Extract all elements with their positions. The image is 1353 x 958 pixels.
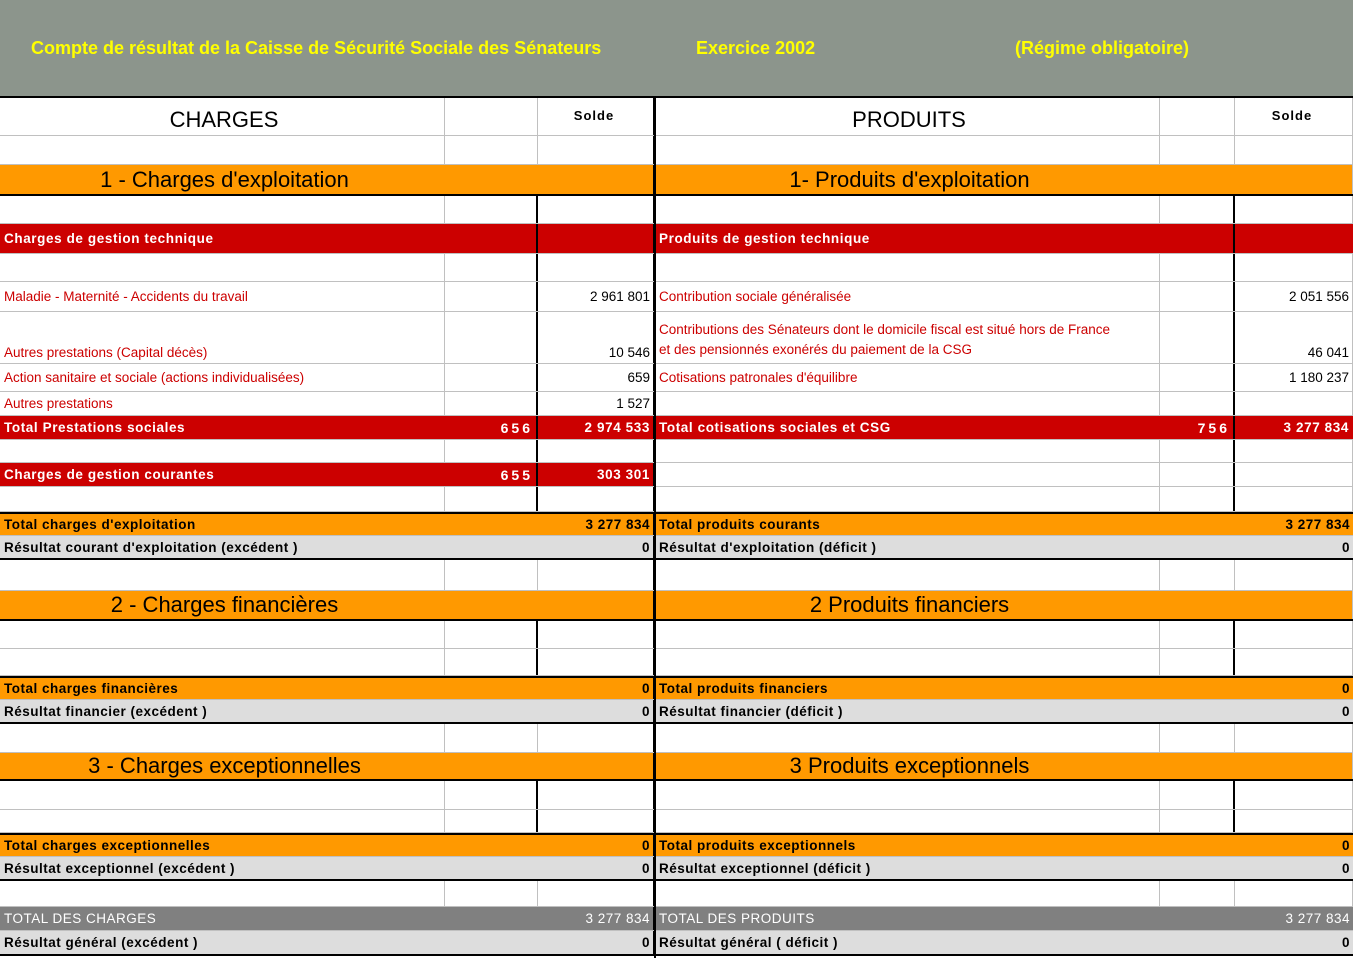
table-row <box>0 463 1353 487</box>
left-label-text: Maladie - Maternité - Accidents du travail <box>4 289 248 304</box>
section-header-row <box>0 165 1353 196</box>
left-amount-text: 3 277 834 <box>585 517 650 532</box>
left-account-code-cell[interactable] <box>445 282 538 311</box>
left-amount-cell[interactable] <box>538 907 655 930</box>
table-row <box>0 907 1353 931</box>
left-label-text: CHARGES <box>169 106 279 132</box>
right-amount-cell[interactable] <box>1235 487 1353 511</box>
right-label-text: Résultat d'exploitation (déficit ) <box>659 539 877 555</box>
right-amount-text: 2 051 556 <box>1288 289 1349 304</box>
right-account-code-cell[interactable] <box>1160 487 1235 511</box>
left-amount-cell[interactable] <box>538 312 655 363</box>
left-label-cell[interactable] <box>0 196 445 223</box>
left-account-code-cell[interactable] <box>445 810 538 832</box>
right-label-cell[interactable] <box>655 254 1160 281</box>
left-label-text: TOTAL DES CHARGES <box>4 911 157 926</box>
left-account-code-cell[interactable] <box>445 753 538 779</box>
left-amount-text: 0 <box>641 860 650 876</box>
left-amount-cell[interactable] <box>538 254 655 281</box>
right-account-code-cell[interactable] <box>1160 835 1235 856</box>
right-amount-cell[interactable] <box>1235 649 1353 675</box>
left-label-text: 3 - Charges exceptionnelles <box>88 753 361 778</box>
left-account-code-cell[interactable] <box>445 649 538 675</box>
left-account-code-cell[interactable] <box>445 621 538 648</box>
right-label-text: 2 Produits financiers <box>809 592 1010 617</box>
left-label-text: Action sanitaire et sociale (actions individualisées) <box>4 370 305 385</box>
right-account-code-cell[interactable] <box>1160 536 1235 558</box>
right-amount-cell[interactable] <box>1235 165 1353 194</box>
left-amount-text: 10 546 <box>608 345 650 360</box>
right-amount-cell[interactable] <box>1235 591 1353 619</box>
right-label-cell[interactable] <box>655 392 1160 415</box>
right-amount-cell[interactable] <box>1235 514 1353 535</box>
left-label-cell[interactable] <box>0 416 445 439</box>
left-amount-cell[interactable] <box>538 514 655 535</box>
right-label-cell[interactable] <box>655 857 1160 879</box>
right-amount-cell[interactable] <box>1235 753 1353 779</box>
right-amount-cell[interactable] <box>1235 282 1353 311</box>
table-row <box>0 282 1353 312</box>
result-row <box>0 931 1353 956</box>
left-amount-cell[interactable] <box>538 560 655 590</box>
left-label-text: Résultat exceptionnel (excédent ) <box>4 860 236 876</box>
left-label-cell[interactable] <box>0 649 445 675</box>
right-label-cell[interactable] <box>655 753 1160 779</box>
left-label-cell[interactable] <box>0 224 445 253</box>
right-amount-text: 0 <box>1341 681 1350 696</box>
left-amount-cell[interactable] <box>538 416 655 439</box>
right-account-code-cell[interactable] <box>1160 591 1235 619</box>
left-amount-cell[interactable] <box>538 700 655 722</box>
right-account-code-cell[interactable] <box>1160 931 1235 954</box>
left-label-text: Total Prestations sociales <box>4 420 186 435</box>
right-label-cell[interactable] <box>655 536 1160 558</box>
empty-row <box>0 621 1353 649</box>
title-banner <box>0 0 1353 98</box>
left-account-code-cell[interactable] <box>445 907 538 930</box>
right-label-cell[interactable] <box>655 440 1160 462</box>
left-label-text: Charges de gestion technique <box>4 231 214 246</box>
right-account-code-cell[interactable] <box>1160 881 1235 906</box>
right-amount-cell[interactable] <box>1235 810 1353 832</box>
left-account-code-cell[interactable] <box>445 487 538 511</box>
right-amount-cell[interactable] <box>1235 560 1353 590</box>
right-label-text: Résultat financier (déficit ) <box>659 703 844 719</box>
right-account-code-cell[interactable] <box>1160 857 1235 879</box>
center-divider <box>654 98 656 958</box>
table-row <box>0 364 1353 392</box>
left-label-cell[interactable] <box>0 463 445 486</box>
right-label-text: Résultat exceptionnel (déficit ) <box>659 860 871 876</box>
right-label-cell[interactable] <box>655 881 1160 906</box>
section-header-row <box>0 753 1353 781</box>
right-label-text: Total produits financiers <box>659 681 829 696</box>
right-account-code-cell[interactable] <box>1160 282 1235 311</box>
left-label-cell[interactable] <box>0 514 445 535</box>
left-account-code-cell[interactable] <box>445 835 538 856</box>
left-amount-cell[interactable] <box>538 136 655 164</box>
left-label-cell[interactable] <box>0 678 445 699</box>
left-amount-cell[interactable] <box>538 591 655 619</box>
left-amount-cell[interactable] <box>538 487 655 511</box>
right-account-code-cell[interactable] <box>1160 416 1235 439</box>
right-label-cell[interactable] <box>655 621 1160 648</box>
right-label-text: Produits de gestion technique <box>659 231 870 246</box>
left-amount-text: 0 <box>641 681 650 696</box>
table-row <box>0 224 1353 254</box>
right-amount-cell[interactable] <box>1235 254 1353 281</box>
empty-row <box>0 649 1353 676</box>
right-account-code-cell[interactable] <box>1160 781 1235 809</box>
right-account-code-cell[interactable] <box>1160 560 1235 590</box>
table-row <box>0 392 1353 416</box>
right-account-code-cell[interactable] <box>1160 463 1235 486</box>
left-account-code-cell[interactable] <box>445 165 538 194</box>
right-label-cell[interactable] <box>655 312 1160 363</box>
right-label-text: Contribution sociale généralisée <box>659 289 852 304</box>
right-amount-cell[interactable] <box>1235 196 1353 223</box>
left-amount-cell[interactable] <box>538 165 655 194</box>
right-label-cell[interactable] <box>655 416 1160 439</box>
right-amount-text: 3 277 834 <box>1285 911 1350 926</box>
left-amount-text: 0 <box>641 703 650 719</box>
left-amount-text: 2 974 533 <box>584 420 650 435</box>
right-label-cell[interactable] <box>655 678 1160 699</box>
right-label-cell[interactable] <box>655 907 1160 930</box>
empty-row <box>0 196 1353 224</box>
right-account-code-cell[interactable] <box>1160 649 1235 675</box>
right-account-code-cell[interactable] <box>1160 364 1235 391</box>
right-account-code-cell[interactable] <box>1160 514 1235 535</box>
right-label-text: 1- Produits d'exploitation <box>789 166 1030 192</box>
right-account-code-cell[interactable] <box>1160 907 1235 930</box>
right-label-cell[interactable] <box>655 98 1160 135</box>
left-account-code-cell[interactable] <box>445 312 538 363</box>
right-amount-cell[interactable] <box>1235 678 1353 699</box>
right-label-cell[interactable] <box>655 487 1160 511</box>
right-label-cell[interactable] <box>655 810 1160 832</box>
result-row <box>0 857 1353 881</box>
table-row <box>0 98 1353 136</box>
right-account-code-cell[interactable] <box>1160 678 1235 699</box>
left-label-cell[interactable] <box>0 165 445 194</box>
left-label-text: 2 - Charges financières <box>110 592 339 617</box>
right-label-text: TOTAL DES PRODUITS <box>659 911 815 926</box>
table-row <box>0 312 1353 364</box>
right-amount-cell[interactable] <box>1235 907 1353 930</box>
right-account-code-cell[interactable] <box>1160 196 1235 223</box>
right-amount-cell[interactable] <box>1235 416 1353 439</box>
left-amount-cell[interactable] <box>538 98 655 135</box>
right-account-code-cell[interactable] <box>1160 700 1235 722</box>
left-label-cell[interactable] <box>0 440 445 462</box>
left-label-cell[interactable] <box>0 931 445 954</box>
left-account-code-cell[interactable] <box>445 881 538 906</box>
left-amount-cell[interactable] <box>538 753 655 779</box>
right-account-code-cell[interactable] <box>1160 254 1235 281</box>
left-amount-cell[interactable] <box>538 931 655 954</box>
left-label-text: Autres prestations (Capital décès) <box>4 345 208 360</box>
left-label-text: Total charges d'exploitation <box>4 517 196 532</box>
total-row <box>0 833 1353 857</box>
right-amount-text: 0 <box>1341 539 1350 555</box>
left-amount-text: 659 <box>627 370 650 385</box>
left-label-cell[interactable] <box>0 700 445 722</box>
right-amount-cell[interactable] <box>1235 364 1353 391</box>
left-label-cell[interactable] <box>0 136 445 164</box>
right-label-cell[interactable] <box>655 514 1160 535</box>
left-account-code-cell[interactable] <box>445 364 538 391</box>
left-label-text: Total charges financières <box>4 681 179 696</box>
left-label-cell[interactable] <box>0 591 445 619</box>
left-label-text: Résultat financier (excédent ) <box>4 703 208 719</box>
empty-row <box>0 136 1353 165</box>
right-amount-cell[interactable] <box>1235 881 1353 906</box>
right-amount-cell[interactable] <box>1235 463 1353 486</box>
empty-row <box>0 781 1353 810</box>
empty-row <box>0 881 1353 907</box>
left-account-code-text: 655 <box>500 466 533 483</box>
right-amount-cell[interactable] <box>1235 136 1353 164</box>
right-label-text: Total cotisations sociales et CSG <box>659 420 891 435</box>
left-amount-cell[interactable] <box>538 621 655 648</box>
left-amount-cell[interactable] <box>538 364 655 391</box>
left-amount-text: 0 <box>641 838 650 853</box>
right-label-cell[interactable] <box>655 136 1160 164</box>
left-account-code-cell[interactable] <box>445 857 538 879</box>
left-amount-cell[interactable] <box>538 224 655 253</box>
left-account-code-cell[interactable] <box>445 678 538 699</box>
right-amount-text: 0 <box>1341 860 1350 876</box>
right-account-code-cell[interactable] <box>1160 621 1235 648</box>
right-label-text: Total produits courants <box>659 517 821 532</box>
left-account-code-text: 656 <box>500 419 533 436</box>
left-account-code-cell[interactable] <box>445 224 538 253</box>
empty-row <box>0 254 1353 282</box>
right-label-text: Résultat général ( déficit ) <box>659 935 839 950</box>
left-label-cell[interactable] <box>0 724 445 752</box>
right-amount-text: 0 <box>1341 935 1350 950</box>
sheet-title: Compte de résultat de la Caisse de Sécurité Sociale des Sénateurs <box>31 38 602 58</box>
empty-row <box>0 810 1353 833</box>
left-amount-text: 1 527 <box>616 396 650 411</box>
empty-row <box>0 560 1353 591</box>
right-amount-text: 0 <box>1341 838 1350 853</box>
left-amount-cell[interactable] <box>538 724 655 752</box>
left-account-code-cell[interactable] <box>445 98 538 135</box>
left-account-code-cell[interactable] <box>445 416 538 439</box>
left-label-cell[interactable] <box>0 254 445 281</box>
left-account-code-cell[interactable] <box>445 463 538 486</box>
left-label-text: 1 - Charges d'exploitation <box>100 166 349 192</box>
left-label-text: Charges de gestion courantes <box>4 467 215 482</box>
section-header-row <box>0 591 1353 621</box>
right-label-cell[interactable] <box>655 196 1160 223</box>
right-label-cell[interactable] <box>655 364 1160 391</box>
regime-label: (Régime obligatoire) <box>1015 38 1190 58</box>
right-amount-text: 0 <box>1341 703 1350 719</box>
left-label-cell[interactable] <box>0 364 445 391</box>
result-row <box>0 536 1353 560</box>
right-amount-cell[interactable] <box>1235 98 1353 135</box>
left-amount-cell[interactable] <box>538 781 655 809</box>
empty-row <box>0 487 1353 512</box>
right-label-cell[interactable] <box>655 560 1160 590</box>
left-label-cell[interactable] <box>0 487 445 511</box>
left-amount-cell[interactable] <box>538 392 655 415</box>
left-account-code-cell[interactable] <box>445 560 538 590</box>
right-label-cell[interactable] <box>655 724 1160 752</box>
left-account-code-cell[interactable] <box>445 392 538 415</box>
left-label-cell[interactable] <box>0 312 445 363</box>
left-label-cell[interactable] <box>0 98 445 135</box>
left-label-cell[interactable] <box>0 781 445 809</box>
right-account-code-cell[interactable] <box>1160 810 1235 832</box>
left-amount-cell[interactable] <box>538 463 655 486</box>
left-amount-text: 0 <box>641 539 650 555</box>
left-amount-cell[interactable] <box>538 810 655 832</box>
left-label-cell[interactable] <box>0 753 445 779</box>
left-account-code-cell[interactable] <box>445 700 538 722</box>
left-label-cell[interactable] <box>0 881 445 906</box>
left-label-cell[interactable] <box>0 282 445 311</box>
left-account-code-cell[interactable] <box>445 196 538 223</box>
right-label-cell[interactable] <box>655 224 1160 253</box>
left-label-text: Résultat courant d'exploitation (excédent ) <box>4 539 298 555</box>
right-amount-cell[interactable] <box>1235 440 1353 462</box>
left-amount-cell[interactable] <box>538 881 655 906</box>
left-account-code-cell[interactable] <box>445 591 538 619</box>
right-label-text: PRODUITS <box>852 106 966 132</box>
left-amount-cell[interactable] <box>538 835 655 856</box>
right-amount-text: 3 277 834 <box>1283 420 1349 435</box>
right-amount-cell[interactable] <box>1235 621 1353 648</box>
right-account-code-text: 756 <box>1197 419 1230 436</box>
right-label-text: Contributions des Sénateurs dont le domicile fiscal est situé hors de France et des pensionnés exonérés du paiement de la CSG <box>659 322 1110 357</box>
left-amount-cell[interactable] <box>538 857 655 879</box>
left-amount-cell[interactable] <box>538 282 655 311</box>
right-label-cell[interactable] <box>655 591 1160 619</box>
right-amount-text: 46 041 <box>1307 345 1349 360</box>
right-amount-cell[interactable] <box>1235 312 1353 363</box>
left-label-cell[interactable] <box>0 857 445 879</box>
right-label-text: Cotisations patronales d'équilibre <box>659 370 858 385</box>
right-label-cell[interactable] <box>655 165 1160 194</box>
left-account-code-cell[interactable] <box>445 724 538 752</box>
left-label-cell[interactable] <box>0 560 445 590</box>
left-amount-cell[interactable] <box>538 196 655 223</box>
left-amount-cell[interactable] <box>538 440 655 462</box>
right-label-cell[interactable] <box>655 649 1160 675</box>
total-row <box>0 512 1353 536</box>
left-label-cell[interactable] <box>0 907 445 930</box>
right-label-cell[interactable] <box>655 931 1160 954</box>
right-account-code-cell[interactable] <box>1160 224 1235 253</box>
right-amount-text: 1 180 237 <box>1288 370 1349 385</box>
left-amount-text: 2 961 801 <box>589 289 650 304</box>
right-account-code-cell[interactable] <box>1160 753 1235 779</box>
empty-row <box>0 724 1353 753</box>
result-row <box>0 700 1353 724</box>
left-amount-text: 3 277 834 <box>585 911 650 926</box>
left-label-cell[interactable] <box>0 536 445 558</box>
right-label-cell[interactable] <box>655 781 1160 809</box>
left-label-cell[interactable] <box>0 810 445 832</box>
left-account-code-cell[interactable] <box>445 536 538 558</box>
left-account-code-cell[interactable] <box>445 254 538 281</box>
right-amount-text: Solde <box>1271 108 1313 123</box>
left-amount-text: 0 <box>641 935 650 950</box>
right-label-text: 3 Produits exceptionnels <box>789 753 1030 778</box>
left-label-cell[interactable] <box>0 835 445 856</box>
left-account-code-cell[interactable] <box>445 136 538 164</box>
right-account-code-cell[interactable] <box>1160 136 1235 164</box>
left-amount-text: 303 301 <box>597 467 650 482</box>
right-account-code-cell[interactable] <box>1160 392 1235 415</box>
left-label-text: Total charges exceptionnelles <box>4 838 211 853</box>
fiscal-year: Exercice 2002 <box>696 38 816 58</box>
right-account-code-cell[interactable] <box>1160 440 1235 462</box>
right-account-code-cell[interactable] <box>1160 312 1235 363</box>
right-amount-cell[interactable] <box>1235 700 1353 722</box>
left-account-code-cell[interactable] <box>445 931 538 954</box>
left-account-code-cell[interactable] <box>445 781 538 809</box>
right-amount-cell[interactable] <box>1235 224 1353 253</box>
right-amount-cell[interactable] <box>1235 931 1353 954</box>
right-amount-cell[interactable] <box>1235 392 1353 415</box>
right-amount-cell[interactable] <box>1235 835 1353 856</box>
total-row <box>0 676 1353 700</box>
right-amount-text: 3 277 834 <box>1285 517 1350 532</box>
right-amount-cell[interactable] <box>1235 857 1353 879</box>
left-label-text: Autres prestations <box>4 396 113 411</box>
left-amount-cell[interactable] <box>538 649 655 675</box>
left-amount-text: Solde <box>573 108 615 123</box>
right-amount-cell[interactable] <box>1235 536 1353 558</box>
right-label-cell[interactable] <box>655 282 1160 311</box>
left-label-cell[interactable] <box>0 392 445 415</box>
right-account-code-cell[interactable] <box>1160 724 1235 752</box>
right-amount-cell[interactable] <box>1235 781 1353 809</box>
right-label-cell[interactable] <box>655 835 1160 856</box>
left-account-code-cell[interactable] <box>445 514 538 535</box>
right-label-cell[interactable] <box>655 700 1160 722</box>
left-account-code-cell[interactable] <box>445 440 538 462</box>
right-label-cell[interactable] <box>655 463 1160 486</box>
left-amount-cell[interactable] <box>538 536 655 558</box>
table-row <box>0 416 1353 440</box>
left-amount-cell[interactable] <box>538 678 655 699</box>
right-account-code-cell[interactable] <box>1160 98 1235 135</box>
right-account-code-cell[interactable] <box>1160 165 1235 194</box>
left-label-text: Résultat général (excédent ) <box>4 935 199 950</box>
right-amount-cell[interactable] <box>1235 724 1353 752</box>
left-label-cell[interactable] <box>0 621 445 648</box>
empty-row <box>0 440 1353 463</box>
right-label-text: Total produits exceptionnels <box>659 838 856 853</box>
